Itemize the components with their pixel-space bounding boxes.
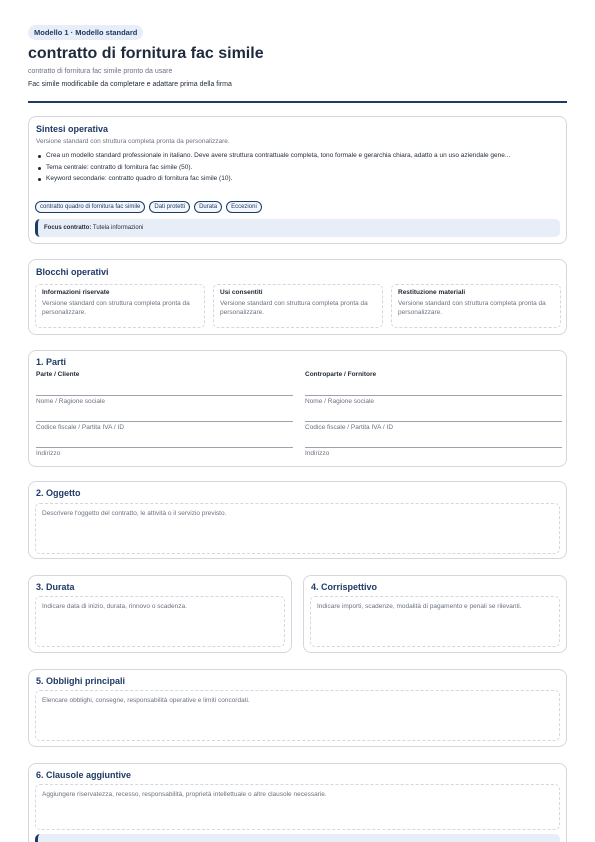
clauses-callout — [35, 834, 560, 842]
client-name-line[interactable] — [36, 395, 293, 396]
keyword-chips — [35, 201, 262, 213]
block-item-text: Versione standard con struttura completa pronta da personalizzare. — [42, 300, 190, 316]
clauses-title: 6. Clausole aggiuntive — [36, 770, 132, 780]
party-client-label: Parte / Cliente — [36, 371, 80, 378]
duration-textarea[interactable]: Indicare data di inizio, durata, rinnovo o scadenza. — [35, 596, 285, 647]
summary-bullets — [37, 152, 557, 187]
party-supplier-label: Controparte / Fornitore — [305, 371, 377, 378]
page-title: contratto di fornitura fac simile — [28, 45, 264, 62]
obligations-title: 5. Obblighi principali — [36, 676, 126, 686]
focus-value: Tutela informazioni — [92, 225, 144, 231]
summary-bullet: Crea un modello standard professionale in italiano. Deve avere struttura contrattuale completa, tono formale e gerarchia chiara, adatto a un uso aziendale gene... — [37, 152, 557, 161]
summary-bullet: Tema centrale: contratto di fornitura fac simile (50). — [37, 164, 557, 173]
template-badge: Modello 1 · Modello standard — [28, 25, 143, 40]
block-item — [213, 284, 383, 328]
object-textarea[interactable]: Descrivere l'oggetto del contratto, le attività o il servizio previsto. — [35, 503, 560, 554]
block-item — [391, 284, 561, 328]
keyword-chip[interactable]: Durata — [194, 201, 222, 213]
blocks-card — [28, 259, 567, 335]
client-taxid-label: Codice fiscale / Partita IVA / ID — [36, 424, 125, 431]
object-card — [28, 481, 567, 559]
supplier-address-line[interactable] — [305, 447, 562, 448]
block-item-title: Restituzione materiali — [398, 289, 466, 296]
clauses-textarea[interactable]: Aggiungere riservatezza, recesso, responsabilità, proprietà intellettuale o altre clausole necessarie. — [35, 784, 560, 830]
duration-card — [28, 575, 292, 653]
blocks-title: Blocchi operativi — [36, 267, 109, 277]
client-address-label: Indirizzo — [36, 450, 61, 457]
keyword-chip[interactable]: Eccezioni — [226, 201, 262, 213]
page-subtitle: contratto di fornitura fac simile pronto da usare — [28, 68, 173, 75]
client-address-line[interactable] — [36, 447, 293, 448]
parties-card — [28, 350, 567, 467]
object-title: 2. Oggetto — [36, 488, 81, 498]
clauses-card — [28, 763, 567, 842]
page-lead: Fac simile modificabile da completare e adattare prima della firma — [28, 81, 232, 88]
block-item-text: Versione standard con struttura completa pronta da personalizzare. — [398, 300, 546, 316]
parties-title: 1. Parti — [36, 357, 67, 367]
obligations-textarea[interactable]: Elencare obblighi, consegne, responsabilità operative e limiti concordati. — [35, 690, 560, 741]
duration-title: 3. Durata — [36, 582, 75, 592]
summary-card — [28, 116, 567, 244]
keyword-chip[interactable]: Dati protetti — [149, 201, 190, 213]
supplier-taxid-label: Codice fiscale / Partita IVA / ID — [305, 424, 394, 431]
supplier-name-label: Nome / Ragione sociale — [305, 398, 375, 405]
client-taxid-line[interactable] — [36, 421, 293, 422]
supplier-taxid-line[interactable] — [305, 421, 562, 422]
summary-intro: Versione standard con struttura completa pronta da personalizzare. — [36, 138, 230, 145]
payment-textarea[interactable]: Indicare importi, scadenze, modalità di pagamento e penali se rilevanti. — [310, 596, 560, 647]
client-name-label: Nome / Ragione sociale — [36, 398, 106, 405]
focus-label: Focus contratto: — [44, 225, 92, 231]
supplier-address-label: Indirizzo — [305, 450, 330, 457]
payment-title: 4. Corrispettivo — [311, 582, 378, 592]
block-item-title: Usi consentiti — [220, 289, 263, 296]
header-divider — [28, 101, 567, 103]
summary-bullet: Keyword secondarie: contratto quadro di fornitura fac simile (10). — [37, 175, 557, 184]
obligations-card — [28, 669, 567, 747]
block-item-title: Informazioni riservate — [42, 289, 110, 296]
block-item — [35, 284, 205, 328]
focus-callout — [35, 219, 560, 237]
supplier-name-line[interactable] — [305, 395, 562, 396]
payment-card — [303, 575, 567, 653]
keyword-chip[interactable]: contratto quadro di fornitura fac simile — [35, 201, 145, 213]
summary-title: Sintesi operativa — [36, 124, 109, 134]
block-item-text: Versione standard con struttura completa pronta da personalizzare. — [220, 300, 368, 316]
